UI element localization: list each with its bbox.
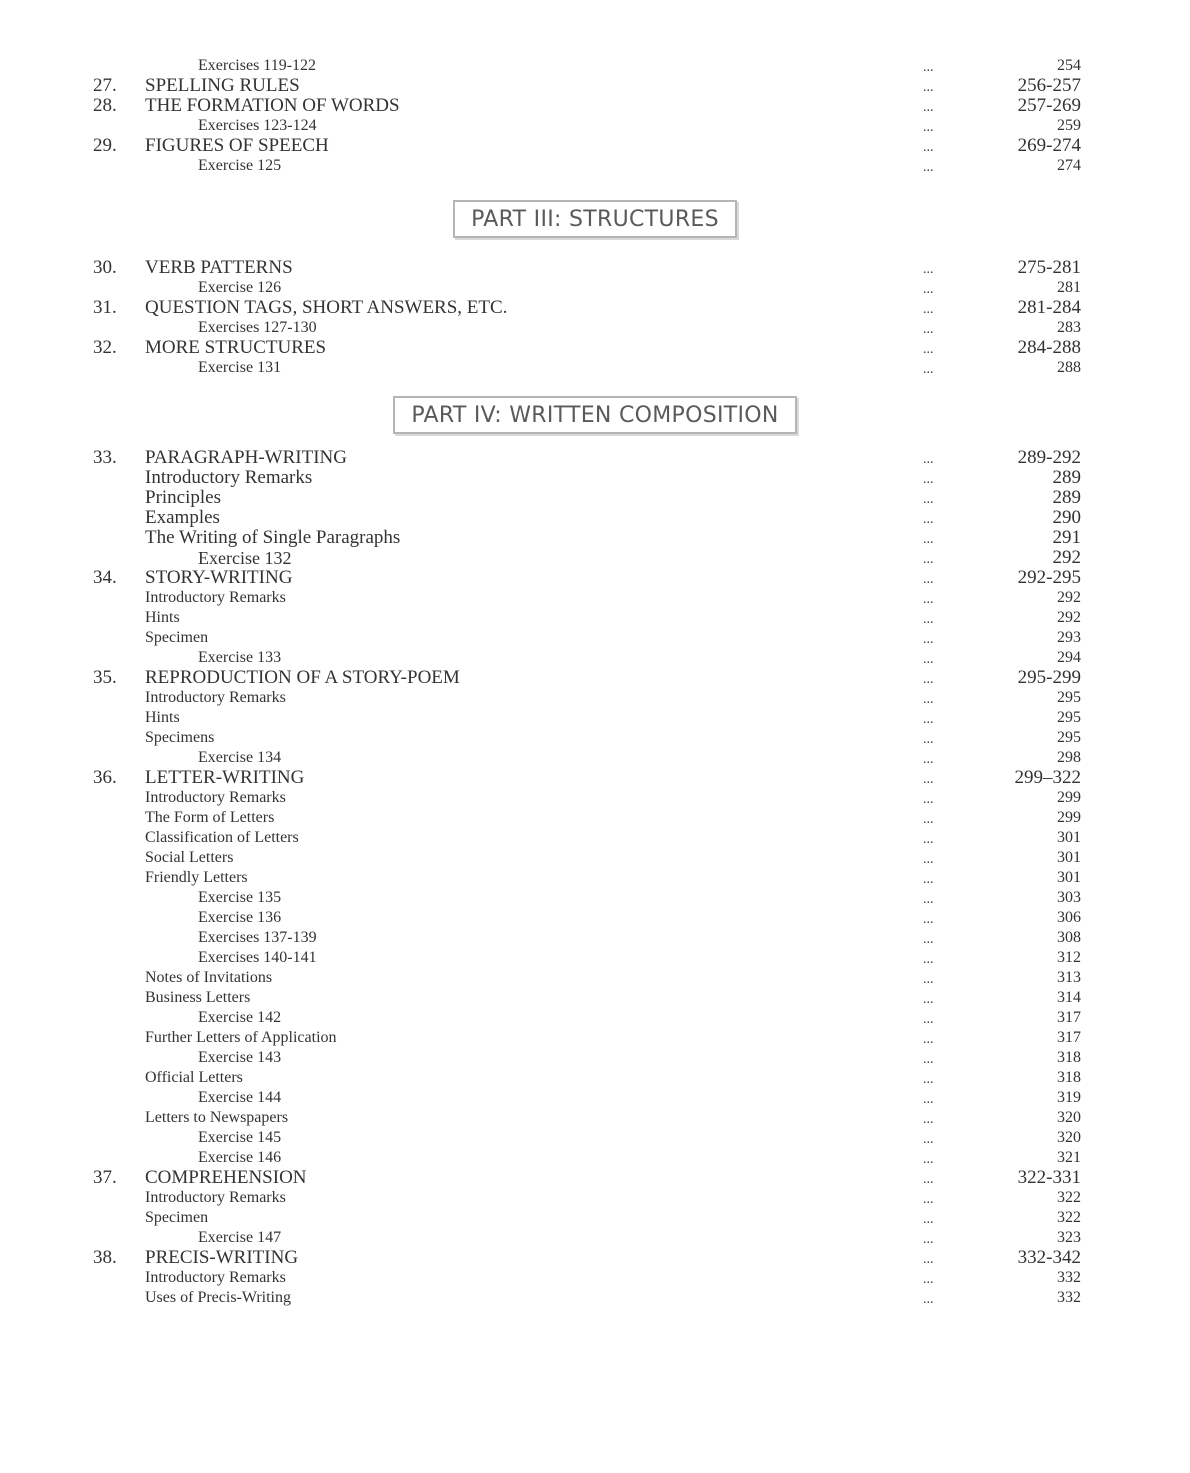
dot-leader: ... [923,972,934,987]
dot-leader: ... [923,302,934,317]
entry-title: Exercises 119-122 [198,57,317,74]
dot-leader: ... [923,832,934,847]
dot-leader: ... [923,1032,934,1047]
toc-chapter-row [0,258,1190,278]
toc-entry-row [0,708,1190,728]
page-number: 257-269 [1017,95,1081,116]
page-number: 294 [1057,649,1081,666]
toc-entry-row [0,828,1190,848]
dot-leader: ... [923,492,934,507]
toc-entry-row [0,156,1190,176]
entry-title: Introductory Remarks [145,1189,286,1206]
entry-title: Official Letters [145,1069,243,1086]
dot-leader: ... [923,1152,934,1167]
toc-entry-row [0,728,1190,748]
toc-entry-row [0,278,1190,298]
entry-title: Exercise 147 [198,1229,282,1246]
entry-title: MORE STRUCTURES [145,337,327,358]
dot-leader: ... [923,472,934,487]
dot-leader: ... [923,692,934,707]
toc-entry-row [0,748,1190,768]
part-heading [0,200,1190,238]
entry-title: STORY-WRITING [145,567,293,588]
dot-leader: ... [923,60,934,75]
page-number: 256-257 [1017,75,1081,96]
dot-leader: ... [923,160,934,175]
entry-title: VERB PATTERNS [145,257,293,278]
page-number: 317 [1057,1029,1081,1046]
entry-title: The Writing of Single Paragraphs [145,527,401,548]
toc-chapter-row [0,568,1190,588]
page-number: 332 [1057,1289,1081,1306]
entry-title: The Form of Letters [145,809,275,826]
page-number: 292 [1057,609,1081,626]
page-number: 322 [1057,1189,1081,1206]
page-number: 319 [1057,1089,1081,1106]
toc-entry-row [0,968,1190,988]
toc-entry-row [0,1208,1190,1228]
entry-title: Exercise 142 [198,1009,282,1026]
toc-entry-row [0,116,1190,136]
entry-title: QUESTION TAGS, SHORT ANSWERS, ETC. [145,297,508,318]
page-number: 274 [1057,157,1081,174]
entry-title: Exercises 140-141 [198,949,317,966]
entry-title: REPRODUCTION OF A STORY-POEM [145,667,460,688]
toc-entry-row [0,868,1190,888]
toc-chapter-row [0,136,1190,156]
entry-title: SPELLING RULES [145,75,300,96]
chapter-number: 31. [93,297,117,318]
entry-title: Introductory Remarks [145,789,286,806]
chapter-number: 28. [93,95,117,116]
toc-chapter-row [0,1248,1190,1268]
toc-chapter-row [0,768,1190,788]
dot-leader: ... [923,632,934,647]
page-number: 293 [1057,629,1081,646]
chapter-number: 30. [93,257,117,278]
entry-title: THE FORMATION OF WORDS [145,95,400,116]
dot-leader: ... [923,812,934,827]
toc-chapter-row [0,448,1190,468]
entry-title: Friendly Letters [145,869,248,886]
chapter-number: 36. [93,767,117,788]
page-number: 281 [1057,279,1081,296]
dot-leader: ... [923,1092,934,1107]
page-number: 299 [1057,809,1081,826]
page-number: 289 [1052,487,1081,508]
dot-leader: ... [923,1012,934,1027]
dot-leader: ... [923,892,934,907]
chapter-number: 32. [93,337,117,358]
toc-entry-row [0,628,1190,648]
toc-entry-row [0,1288,1190,1308]
toc-entry-row [0,1048,1190,1068]
toc-entry-row [0,548,1190,568]
page-number: 283 [1057,319,1081,336]
page-number: 301 [1057,849,1081,866]
part-heading-title: PART IV: WRITTEN COMPOSITION [393,396,796,434]
chapter-number: 29. [93,135,117,156]
page-number: 254 [1057,57,1081,74]
toc-entry-row [0,908,1190,928]
chapter-number: 34. [93,567,117,588]
dot-leader: ... [923,592,934,607]
page-number: 291 [1052,527,1081,548]
entry-title: Classification of Letters [145,829,299,846]
toc-entry-row [0,56,1190,76]
chapter-number: 35. [93,667,117,688]
entry-title: Exercise 145 [198,1129,282,1146]
entry-title: Exercise 136 [198,909,282,926]
toc-chapter-row [0,668,1190,688]
page-number: 275-281 [1017,257,1081,278]
entry-title: Specimen [145,1209,209,1226]
toc-entry-row [0,688,1190,708]
dot-leader: ... [923,772,934,787]
toc-entry-row [0,488,1190,508]
toc-entry-row [0,508,1190,528]
entry-title: Principles [145,487,221,508]
toc-entry-row [0,988,1190,1008]
page-number: 295 [1057,729,1081,746]
entry-title: Specimen [145,629,209,646]
dot-leader: ... [923,672,934,687]
page-number: 314 [1057,989,1081,1006]
page-number: 289 [1052,467,1081,488]
entry-title: Exercise 135 [198,889,282,906]
page-number: 308 [1057,929,1081,946]
dot-leader: ... [923,852,934,867]
dot-leader: ... [923,1252,934,1267]
page-number: 299 [1057,789,1081,806]
part-heading-title: PART III: STRUCTURES [453,200,737,238]
entry-title: Examples [145,507,220,528]
chapter-number: 37. [93,1167,117,1188]
page-number: 295 [1057,709,1081,726]
page-number: 301 [1057,829,1081,846]
page-number: 298 [1057,749,1081,766]
dot-leader: ... [923,80,934,95]
dot-leader: ... [923,992,934,1007]
toc-entry-row [0,1188,1190,1208]
dot-leader: ... [923,652,934,667]
toc-entry-row [0,468,1190,488]
entry-title: Hints [145,609,180,626]
dot-leader: ... [923,612,934,627]
dot-leader: ... [923,732,934,747]
dot-leader: ... [923,912,934,927]
page-number: 317 [1057,1009,1081,1026]
entry-title: Introductory Remarks [145,467,313,488]
dot-leader: ... [923,120,934,135]
entry-title: Exercise 126 [198,279,282,296]
entry-title: Exercise 143 [198,1049,282,1066]
dot-leader: ... [923,712,934,727]
dot-leader: ... [923,1132,934,1147]
page-number: 312 [1057,949,1081,966]
dot-leader: ... [923,552,934,567]
page-number: 292 [1052,547,1081,568]
dot-leader: ... [923,792,934,807]
entry-title: Exercises 137-139 [198,929,317,946]
entry-title: Specimens [145,729,215,746]
page-number: 323 [1057,1229,1081,1246]
toc-entry-row [0,788,1190,808]
entry-title: Exercise 146 [198,1149,282,1166]
toc-entry-row [0,358,1190,378]
toc-entry-row [0,1088,1190,1108]
entry-title: Exercise 125 [198,157,282,174]
toc-entry-row [0,848,1190,868]
dot-leader: ... [923,1172,934,1187]
table-of-contents [0,56,1190,1308]
page-number: 318 [1057,1049,1081,1066]
entry-title: Notes of Invitations [145,969,273,986]
entry-title: Exercises 127-130 [198,319,317,336]
dot-leader: ... [923,1292,934,1307]
entry-title: Exercise 144 [198,1089,282,1106]
toc-chapter-row [0,338,1190,358]
toc-entry-row [0,1148,1190,1168]
page-number: 301 [1057,869,1081,886]
entry-title: Hints [145,709,180,726]
page-number: 322 [1057,1209,1081,1226]
page-number: 290 [1052,507,1081,528]
entry-title: Exercise 134 [198,749,282,766]
toc-entry-row [0,1228,1190,1248]
chapter-number: 33. [93,447,117,468]
page-number: 318 [1057,1069,1081,1086]
toc-chapter-row [0,1168,1190,1188]
toc-entry-row [0,588,1190,608]
page-number: 322-331 [1017,1167,1081,1188]
page-number: 332 [1057,1269,1081,1286]
dot-leader: ... [923,1052,934,1067]
dot-leader: ... [923,932,934,947]
toc-entry-row [0,648,1190,668]
dot-leader: ... [923,1272,934,1287]
dot-leader: ... [923,1232,934,1247]
page-number: 320 [1057,1129,1081,1146]
dot-leader: ... [923,140,934,155]
page-number: 313 [1057,969,1081,986]
toc-entry-row [0,1028,1190,1048]
page-number: 295-299 [1017,667,1081,688]
entry-title: Introductory Remarks [145,689,286,706]
chapter-number: 27. [93,75,117,96]
toc-entry-row [0,928,1190,948]
entry-title: Introductory Remarks [145,1269,286,1286]
page-number: 289-292 [1017,447,1081,468]
page-number: 299–322 [1014,767,1081,788]
dot-leader: ... [923,342,934,357]
dot-leader: ... [923,452,934,467]
page-number: 281-284 [1017,297,1081,318]
page-number: 284-288 [1017,337,1081,358]
dot-leader: ... [923,1072,934,1087]
toc-entry-row [0,1268,1190,1288]
page-number: 332-342 [1017,1247,1081,1268]
toc-entry-row [0,888,1190,908]
dot-leader: ... [923,100,934,115]
page-number: 269-274 [1017,135,1081,156]
dot-leader: ... [923,752,934,767]
page-number: 303 [1057,889,1081,906]
toc-entry-row [0,1068,1190,1088]
entry-title: Business Letters [145,989,251,1006]
toc-entry-row [0,1108,1190,1128]
dot-leader: ... [923,1192,934,1207]
part-heading [0,396,1190,434]
toc-entry-row [0,948,1190,968]
entry-title: FIGURES OF SPEECH [145,135,329,156]
entry-title: PRECIS-WRITING [145,1247,299,1268]
dot-leader: ... [923,532,934,547]
entry-title: LETTER-WRITING [145,767,305,788]
toc-entry-row [0,608,1190,628]
dot-leader: ... [923,362,934,377]
page-number: 259 [1057,117,1081,134]
dot-leader: ... [923,1212,934,1227]
toc-entry-row [0,1128,1190,1148]
dot-leader: ... [923,952,934,967]
toc-chapter-row [0,76,1190,96]
toc-entry-row [0,528,1190,548]
entry-title: Exercises 123-124 [198,117,317,134]
page-number: 295 [1057,689,1081,706]
toc-chapter-row [0,298,1190,318]
entry-title: Exercise 131 [198,359,282,376]
entry-title: Introductory Remarks [145,589,286,606]
dot-leader: ... [923,872,934,887]
entry-title: Further Letters of Application [145,1029,337,1046]
toc-chapter-row [0,96,1190,116]
page-number: 321 [1057,1149,1081,1166]
entry-title: PARAGRAPH-WRITING [145,447,347,468]
entry-title: Letters to Newspapers [145,1109,289,1126]
page-number: 292-295 [1017,567,1081,588]
dot-leader: ... [923,512,934,527]
page-number: 288 [1057,359,1081,376]
chapter-number: 38. [93,1247,117,1268]
toc-entry-row [0,808,1190,828]
toc-entry-row [0,318,1190,338]
dot-leader: ... [923,1112,934,1127]
entry-title: COMPREHENSION [145,1167,307,1188]
page-number: 292 [1057,589,1081,606]
dot-leader: ... [923,282,934,297]
dot-leader: ... [923,572,934,587]
entry-title: Social Letters [145,849,234,866]
entry-title: Uses of Precis-Writing [145,1289,291,1306]
entry-title: Exercise 133 [198,649,282,666]
page-number: 320 [1057,1109,1081,1126]
toc-entry-row [0,1008,1190,1028]
page-number: 306 [1057,909,1081,926]
dot-leader: ... [923,322,934,337]
dot-leader: ... [923,262,934,277]
entry-title: Exercise 132 [198,548,292,568]
